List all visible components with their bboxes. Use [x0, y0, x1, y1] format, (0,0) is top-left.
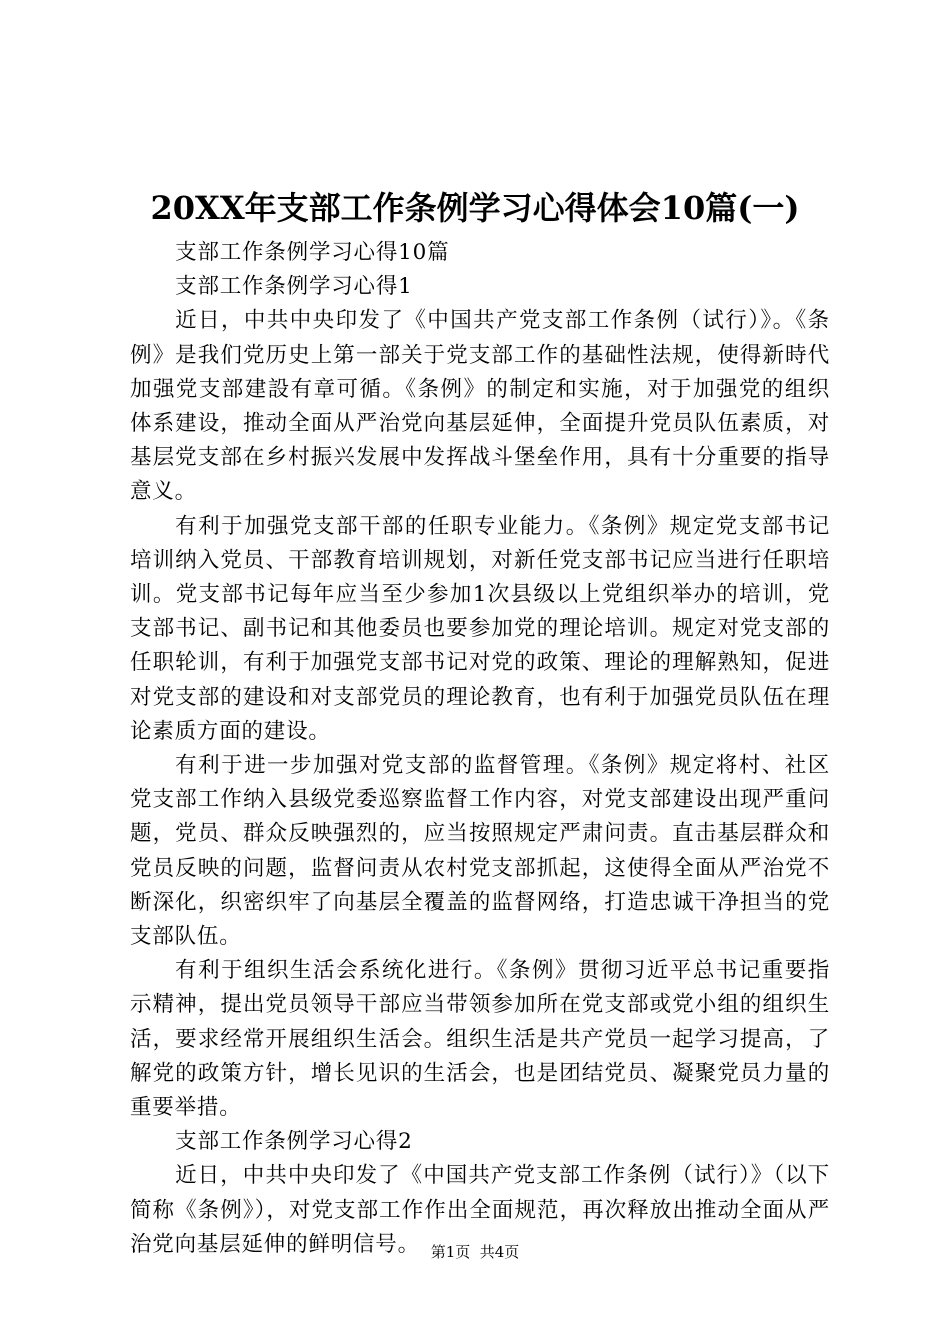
paragraph: 有利于加强党支部干部的任职专业能力。《条例》规定党支部书记培训纳入党员、干部教育培训规划，对新任党支部书记应当进行任职培训。党支部书记每年应当至少参加1次县级以上党组织举办的培训，党支部书记、副书记和其他委员也要参加党的理论培训。规定对党支部的任职轮训，有利于加强党支部书记对党的政策、理论的理解熟知，促进对党支部的建设和对支部党员的理论教育，也有利于加强党员队伍在理论素质方面的建设。	[130, 513, 830, 744]
document-title: 20XX年支部工作条例学习心得体会10篇(一)	[150, 189, 800, 227]
paragraph: 有利于进一步加强对党支部的监督管理。《条例》规定将村、社区党支部工作纳入县级党委巡察监督工作内容，对党支部建设出现严重问题，党员、群众反映强烈的，应当按照规定严肃问责。直击基层群众和党员反映的问题，监督问责从农村党支部抓起，这使得全面从严治党不断深化，织密织牢了向基层全覆盖的监督网络，打造忠诚干净担当的党支部队伍。	[130, 753, 830, 950]
paragraph: 有利于组织生活会系统化进行。《条例》贯彻习近平总书记重要指示精神，提出党员领导干部应当带领参加所在党支部或党小组的组织生活，要求经常开展组织生活会。组织生活是共产党员一起学习提高，了解党的政策方针，增长见识的生活会，也是团结党员、凝聚党员力量的重要举措。	[130, 958, 830, 1121]
section-heading-2: 支部工作条例学习心得2	[175, 1129, 413, 1155]
section-heading-1: 支部工作条例学习心得1	[175, 274, 413, 300]
collection-heading: 支部工作条例学习心得10篇	[175, 240, 450, 265]
paragraph: 近日，中共中央印发了《中国共产党支部工作条例（试行）》。《条例》是我们党历史上第一部关于党支部工作的基础性法规，使得新時代加强党支部建設有章可循。《条例》的制定和实施，对于加强党的组织体系建设，推动全面从严治党向基层延伸，全面提升党员队伍素质，对基层党支部在乡村振兴发展中发挥战斗堡垒作用，具有十分重要的指导意义。	[130, 308, 830, 505]
document-body	[130, 236, 830, 1262]
paragraph: 近日，中共中央印发了《中国共产党支部工作条例（试行）》（以下简称《条例》），对党支部工作作出全面规范，再次释放出推动全面从严治党向基层延伸的鲜明信号。	[130, 1163, 830, 1257]
page-number-footer: 第1页 共4页	[430, 1243, 520, 1261]
